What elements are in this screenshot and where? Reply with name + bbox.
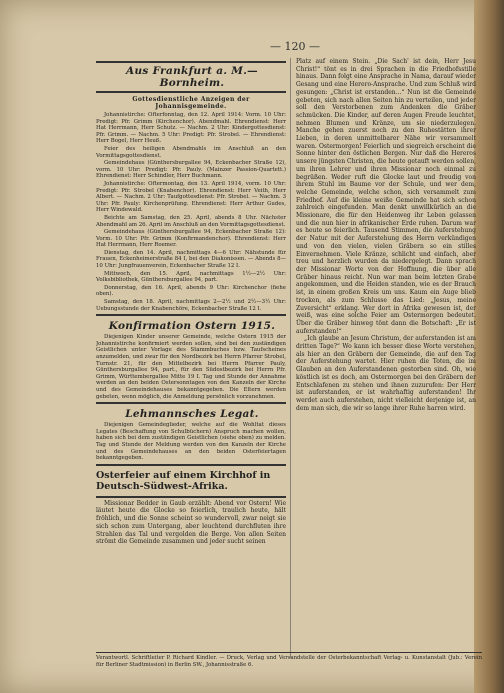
konfirmation-heading: Konfirmation Ostern 1915.	[108, 320, 276, 333]
gottesdienst-entry: Gemeindehaus (Günthersburgallee 94, Eckenbacher Straße 12): Vorm. 10 Uhr: Pfr. Grimm (Konfirmandenchor). Ehrendienst: Herr Hat Herrmann, Herr Roemer.	[96, 229, 286, 249]
divider	[96, 402, 286, 404]
gottesdienst-entry: Gemeindehaus (Günthersburgallee 94, Eckenbacher Straße 12), vorm. 10 Uhr: Predigt: Pfr. Pauly. (Mainzer Passion-Quartett.) Ehrendienst: Herr Schindler, Herr Buchmann.	[96, 160, 286, 180]
osterfeier-text: Missionar Bedder in Gaub erzählt: Abend vor Ostern! Wie läutet heute die Glocke so feierlich, traulich heute, hält fröhlich, und die Sonne scheint so wundervoll, zwar neigt sie sich schon zum Untergang, aber leuchtend durchfluten ihre Strahlen das Tal und vergolden die Berge. Von allen Seiten strömt die Gemeinde zusammen und jeder sucht seinen	[96, 499, 286, 546]
gottesdienst-entry: Johannistirche: Oftermontag, den 13. April 1914, vorm. 10 Uhr: Predigt: Pfr. Strobel (Knabenchor). Ehrendienst: Herr Veith, Herr Albert. — Nachm. 2 Uhr: Taufgottesdienst: Pfr. Strobel. — Nachm. 3 Uhr: Pfr. Pauly: Kirchenprüfung. Ehrendienst: Herr Arthur Gudes, Herr Windewald.	[96, 180, 286, 214]
osterfeier-heading: Osterfeier auf einem Kirchhof in Deutsch-Südwest-Afrika.	[96, 469, 271, 492]
divider	[96, 464, 286, 466]
gottesdienst-subheading: Gottesdienstliche Anzeigen der Johannisgemeinde.	[132, 96, 250, 110]
right-column	[296, 58, 476, 661]
gottesdienst-entry: Beichte am Samstag, den 25. April, abends 8 Uhr. Nächster Abendmahl am 26. April im Anschluß an den Vormittagsgottesdienst.	[96, 214, 286, 228]
divider	[96, 314, 286, 316]
osterfeier-continued-text: Platz auf einem Stein. „Die Sach' ist dein, Herr Jesu Christ!“ tönt es in drei Sprachen in die Friedhofsstille hinaus. Dann folgt eine Ansprache in Nama, darauf wieder Gesang und eine Herero-Ansprache. Und zum Schluß wird gesungen: „Christ ist erstanden...“ Nun ist die Gemeinde gebeten, sich nach allen Seiten hin zu verteilen, und jeder soll den Verstorbenen zum Andenken die Gräber schmücken. Die Kinder, auf deren Augen Freude leuchtet, nehmen Blumen und Kränze, um sie niederzulegen. Manche gehen zuerst noch zu den Ruhestätten ihrer Lieben, in deren unmittelbarer Nähe wir versammelt waren. Ostermorgen! Feierlich und siegreich erscheint die Sonne hinter den östlichen Bergen. Nur daß die Hereros unsere jüngsten Christen, die heute getauft werden sollen, um ihren Lehrer und ihren Missionar noch einmal zu begrüßen. Weder ruft die Glocke laut und freudig von ihrem Stuhl im Baume vor der Schule, und wer dem, welche Gemeinde, welche schon, sich versammelt zum Friedhof. Auf die kleine weiße Gemeinde hat sich schon zahlreich eingefunden. Man denkt unwillkürlich an die Missionare, die für den Heidenweg ihr Leben gelassen und die nun hier in afrikanischer Erde ruhen. Darum war es heute so feierlich. Tausend Stimmen, die Auferstehung der Natur mit der Auferstehung des Herrn verkündigen und von den vielen, vielen Gräbern so ein stilles Einvernehmen. Viele Kränze, schlicht und einfach, aber treu und herzlich wurden da niedergelegt. Dann sprach der Missionar Worte von der Hoffnung, die über alle Gräber hinaus reicht. Nun war man beim letzten Grabe angekommen, und die Heiden standen, wie es der Brauch ist, in einem großen Kreis um uns. Kaum ein Auge blieb trocken, als zum Schlusse das Lied: „Jesus, meine Zuversicht“ erklang. Wer dort in Afrika gewesen ist, der weiß, was eine solche Feier am Ostermorgen bedeutet. Über die Gräber hinweg tönt dann die Botschaft: „Er ist auferstanden!“	[296, 58, 476, 335]
divider	[96, 496, 286, 498]
left-column	[96, 58, 286, 661]
legat-text: Diejenigen Gemeindeglieder, welche auf die Wohltat dieses Legates (Beschaffung von Schulbüchern) Anspruch machen wollen, haben sich bei dem zuständigen Geistlichen (siehe oben) zu melden. Tag und Stunde der Meldung werden von den Kanzeln der Kirche und des Gemeindehauses an den beiden Osterfeiertagen bekanntgegeben.	[96, 422, 286, 462]
legat-heading: Lehmannsches Legat.	[125, 408, 259, 421]
page-edge	[474, 0, 504, 693]
imprint-footer: Verantwortl. Schriftleiter P. Richard Kindler. — Druck, Verlag und Versandstelle der Osterbekanntschaft Verlag- u. Kunstanstalt (Jub.: Verein für Berliner Stadtmission) in Berlin SW., Johannisstraße 6.	[96, 652, 482, 669]
gottesdienst-entry: Donnerstag, den 16. April, abends 9 Uhr: Kirchenchor (fiehe oben).	[96, 284, 286, 298]
osterfeier-continued-text-2: „Ich glaube an Jesum Christum, der auferstanden ist am dritten Tage?“ Wo kann ich besser diese Worte verstehen, als hier an den Gräbern der Gemeinde, die auf den Tag der Auferstehung wartet. Hier ruhen die Toten, die im Glauben an den Auferstandenen gestorben sind. Oh, wie köstlich ist es doch, am Ostermorgen bei den Gräbern der Entschlafenen zu stehen und ihnen zuzurufen: Der Herr ist auferstanden, er ist wahrhaftig auferstanden! Ihr werdet auch auferstehen, nicht vielleicht derjenige ist, an dem man sich, die wir so lange ihrer Ruhe harren wird.	[296, 335, 476, 412]
konfirmation-text: Diejenigen Kinder unserer Gemeinde, welche Ostern 1915 der Johannistirche konfirmiert werden sollen, sind bei den zuständigen Geistlichen unter Vorlage des Stammbuches bzw. Taufscheines anzumelden, und zwar für den Nordbezirk bei Herrn Pfarrer Strobel, Turnstr. 21, für den Mittelbezirk bei Herrn Pfarrer Pauly, Günthersburgallee 94, part., für den Südostbezirk bei Herrn Pfr. Grimm, Württembergallee Mitte 19 I. Tag und Stunde der Annahme werden an den beiden Ostersonntagen von den Kanzeln der Kirche und des Gemeindehauses bekanntgegeben. Die Eltern werden gebeten, wenn möglich, die Anmeldung persönlich vorzunehmen.	[96, 334, 286, 400]
frankfurt-heading: Aus Frankfurt a. M.—Bornheim.	[96, 61, 286, 93]
column-divider	[290, 58, 291, 658]
gottesdienst-entry: Feier des heiligen Abendmahls im Anschluß an den Vormittagsgottesdienst.	[96, 145, 286, 159]
page-number: — 120 —	[270, 40, 320, 53]
gottesdienst-entry: Mittwoch, den 15. April, nachmittags 1½—2½ Uhr: Volksbibliothek, Günthersburgallee 94, part.	[96, 270, 286, 284]
gottesdienst-entry: Dienstag, den 14. April, nachmittags 4—6 Uhr: Nähstunde für Frauen, Eckenheimerstraße 84 I, bei den Diakonissen. — Abends 8—10 Uhr: Jungfrauenverein, Eckenbacher Straße 12 I.	[96, 249, 286, 270]
gottesdienst-entry: Johannistirche: Ofterfonntag, den 12. April 1914: Vorm. 10 Uhr: Predigt: Pfr. Grimm (Kirchenchor). Abendmahl. Ehrendienst: Herr Hat Herrmann, Herr Schutz. — Nachm. 2 Uhr: Kindergottesdienst: Pfr. Grimm. — Nachm. 5 Uhr: Predigt: Pfr. Strobel. — Ehrendienst: Herr Bogel, Herr Heuß.	[96, 112, 286, 145]
gottesdienst-entry: Samstag, den 18. April, nachmittags 2—2½ und 2½—3½ Uhr: Uebungsstunde der Knabenchöre, Eckenbacher Straße 12 I.	[96, 299, 286, 312]
